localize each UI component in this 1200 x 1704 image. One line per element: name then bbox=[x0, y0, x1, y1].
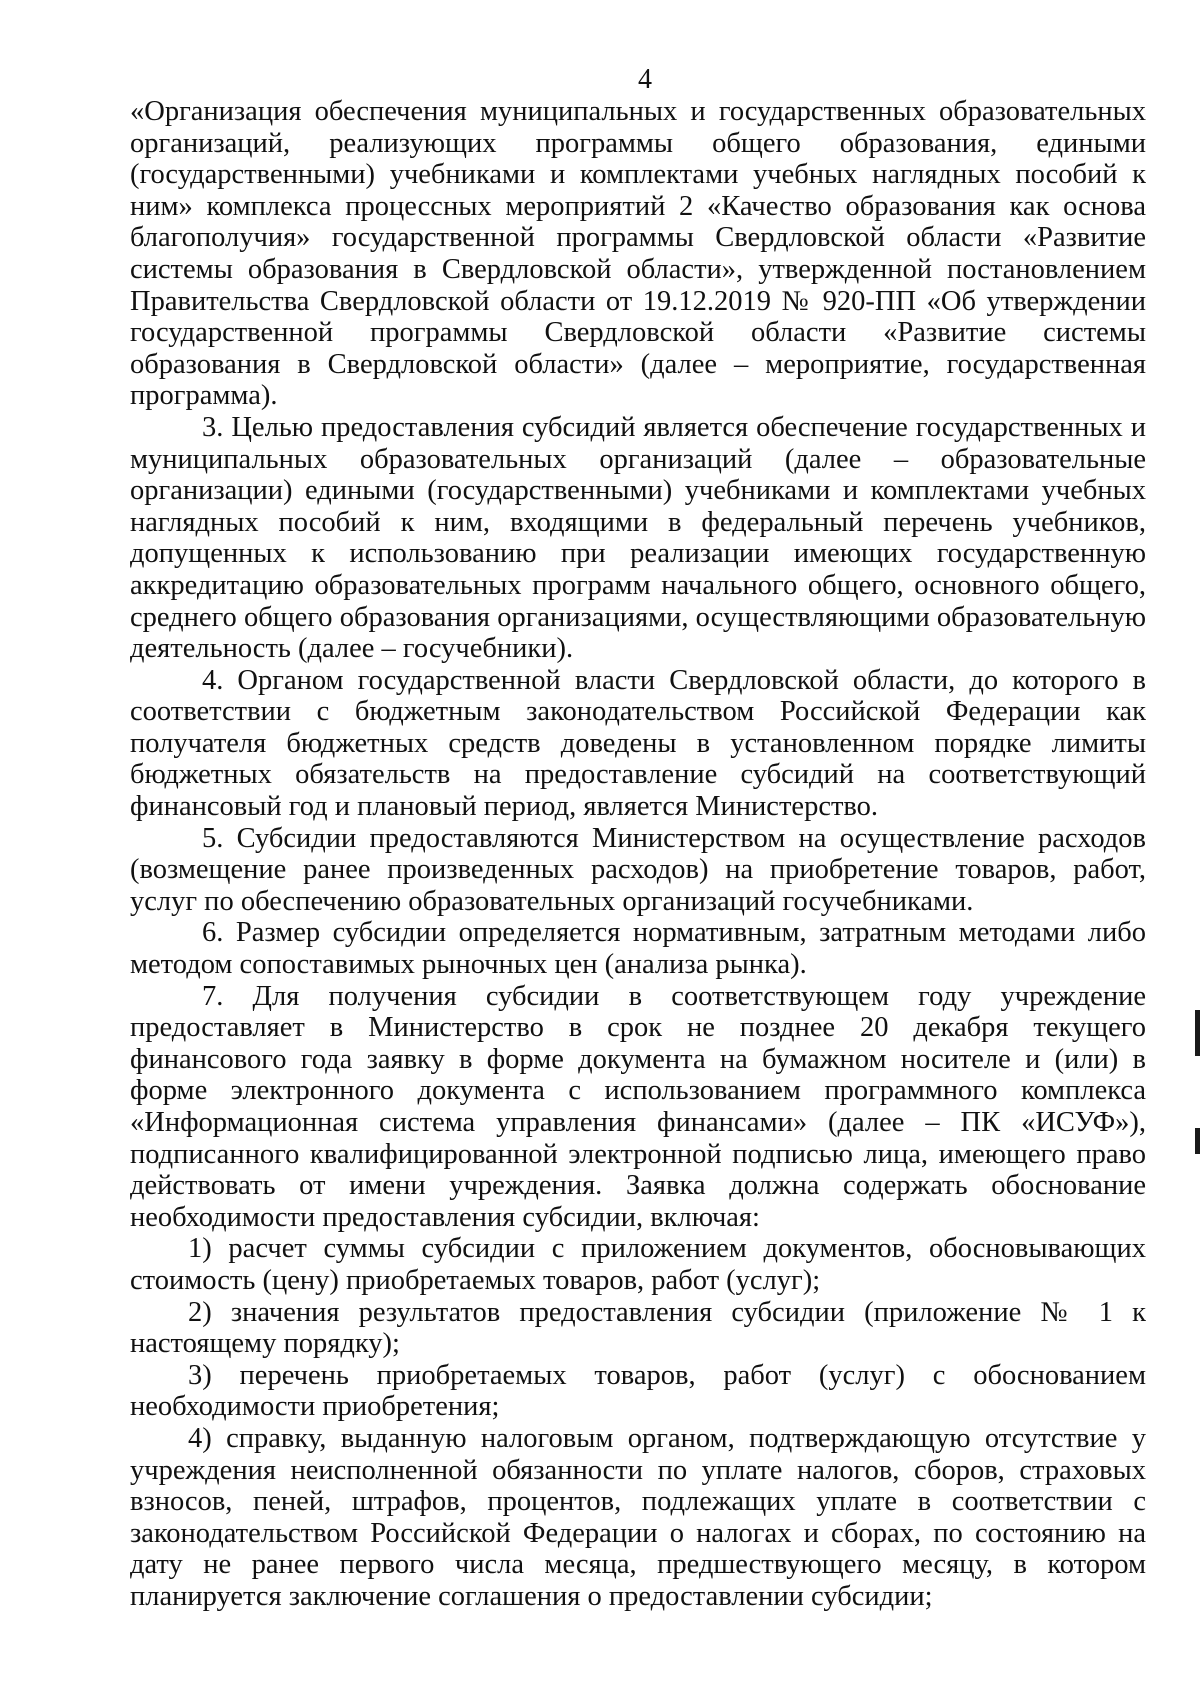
paragraph-7-application: 7. Для получения субсидии в соответствующем году учреждение предоставляет в Министерство в срок не позднее 20 декабря текущего финансового года заявку в форме документа на бумажном носителе и (или) в форме электронного документа с использованием программного комплекса «Информационная система управления финансами» (далее – ПК «ИСУФ»), подписанного квалифицированной электронной подписью лица, имеющего право действовать от имени учреждения. Заявка должна содержать обоснование необходимости предоставления субсидии, включая: bbox=[130, 980, 1146, 1233]
scan-edge-mark bbox=[1195, 1128, 1200, 1154]
page-number: 4 bbox=[638, 64, 652, 95]
list-item-1-calculation: 1) расчет суммы субсидии с приложением документов, обосновывающих стоимость (цену) приобретаемых товаров, работ (услуг); bbox=[130, 1233, 1146, 1296]
paragraph-5-expenses: 5. Субсидии предоставляются Министерством на осуществление расходов (возмещение ранее произведенных расходов) на приобретение товаров, работ, услуг по обеспечению образовательных организаций госучебниками. bbox=[130, 822, 1146, 917]
list-item-3-goods-list: 3) перечень приобретаемых товаров, работ (услуг) с обоснованием необходимости приобретения; bbox=[130, 1359, 1146, 1423]
paragraph-program-continuation: «Организация обеспечения муниципальных и государственных образовательных организаций, реализующих программы общего образования, едиными (государственными) учебниками и комплектами учебных наглядных пособий к ним» комплекса процессных мероприятий 2 «Качество образования как основа благополучия» государственной программы Свердловской области «Развитие системы образования в Свердловской области», утвержденной постановлением Правительства Свердловской области от 19.12.2019 № 920-ПП «Об утверждении государственной программы Свердловской области «Развитие системы образования в Свердловской области» (далее – мероприятие, государственная программа). bbox=[130, 96, 1146, 412]
scan-edge-mark bbox=[1195, 1010, 1200, 1056]
document-body bbox=[130, 96, 1146, 1613]
paragraph-3-purpose: 3. Целью предоставления субсидий является обеспечение государственных и муниципальных образовательных организаций (далее – образовательные организации) едиными (государственными) учебниками и комплектами учебных наглядных пособий к ним, входящими в федеральный перечень учебников, допущенных к использованию при реализации имеющих государственную аккредитацию образовательных программ начального общего, основного общего, среднего общего образования организациями, осуществляющими образовательную деятельность (далее – госучебники). bbox=[130, 411, 1146, 665]
paragraph-6-amount: 6. Размер субсидии определяется нормативным, затратным методами либо методом сопоставимых рыночных цен (анализа рынка). bbox=[130, 917, 1146, 981]
paragraph-4-authority: 4. Органом государственной власти Свердловской области, до которого в соответствии с бюджетным законодательством Российской Федерации как получателя бюджетных средств доведены в установленном порядке лимиты бюджетных обязательств на предоставление субсидий на соответствующий финансовый год и плановый период, является Министерство. bbox=[130, 664, 1146, 823]
list-item-4-tax-certificate: 4) справку, выданную налоговым органом, подтверждающую отсутствие у учреждения неисполненной обязанности по уплате налогов, сборов, страховых взносов, пеней, штрафов, процентов, подлежащих уплате в соответствии с законодательством Российской Федерации о налогах и сборах, по состоянию на дату не ранее первого числа месяца, предшествующего месяцу, в котором планируется заключение соглашения о предоставлении субсидии; bbox=[130, 1422, 1146, 1612]
list-item-2-results: 2) значения результатов предоставления субсидии (приложение № 1 к настоящему порядку); bbox=[130, 1296, 1146, 1360]
